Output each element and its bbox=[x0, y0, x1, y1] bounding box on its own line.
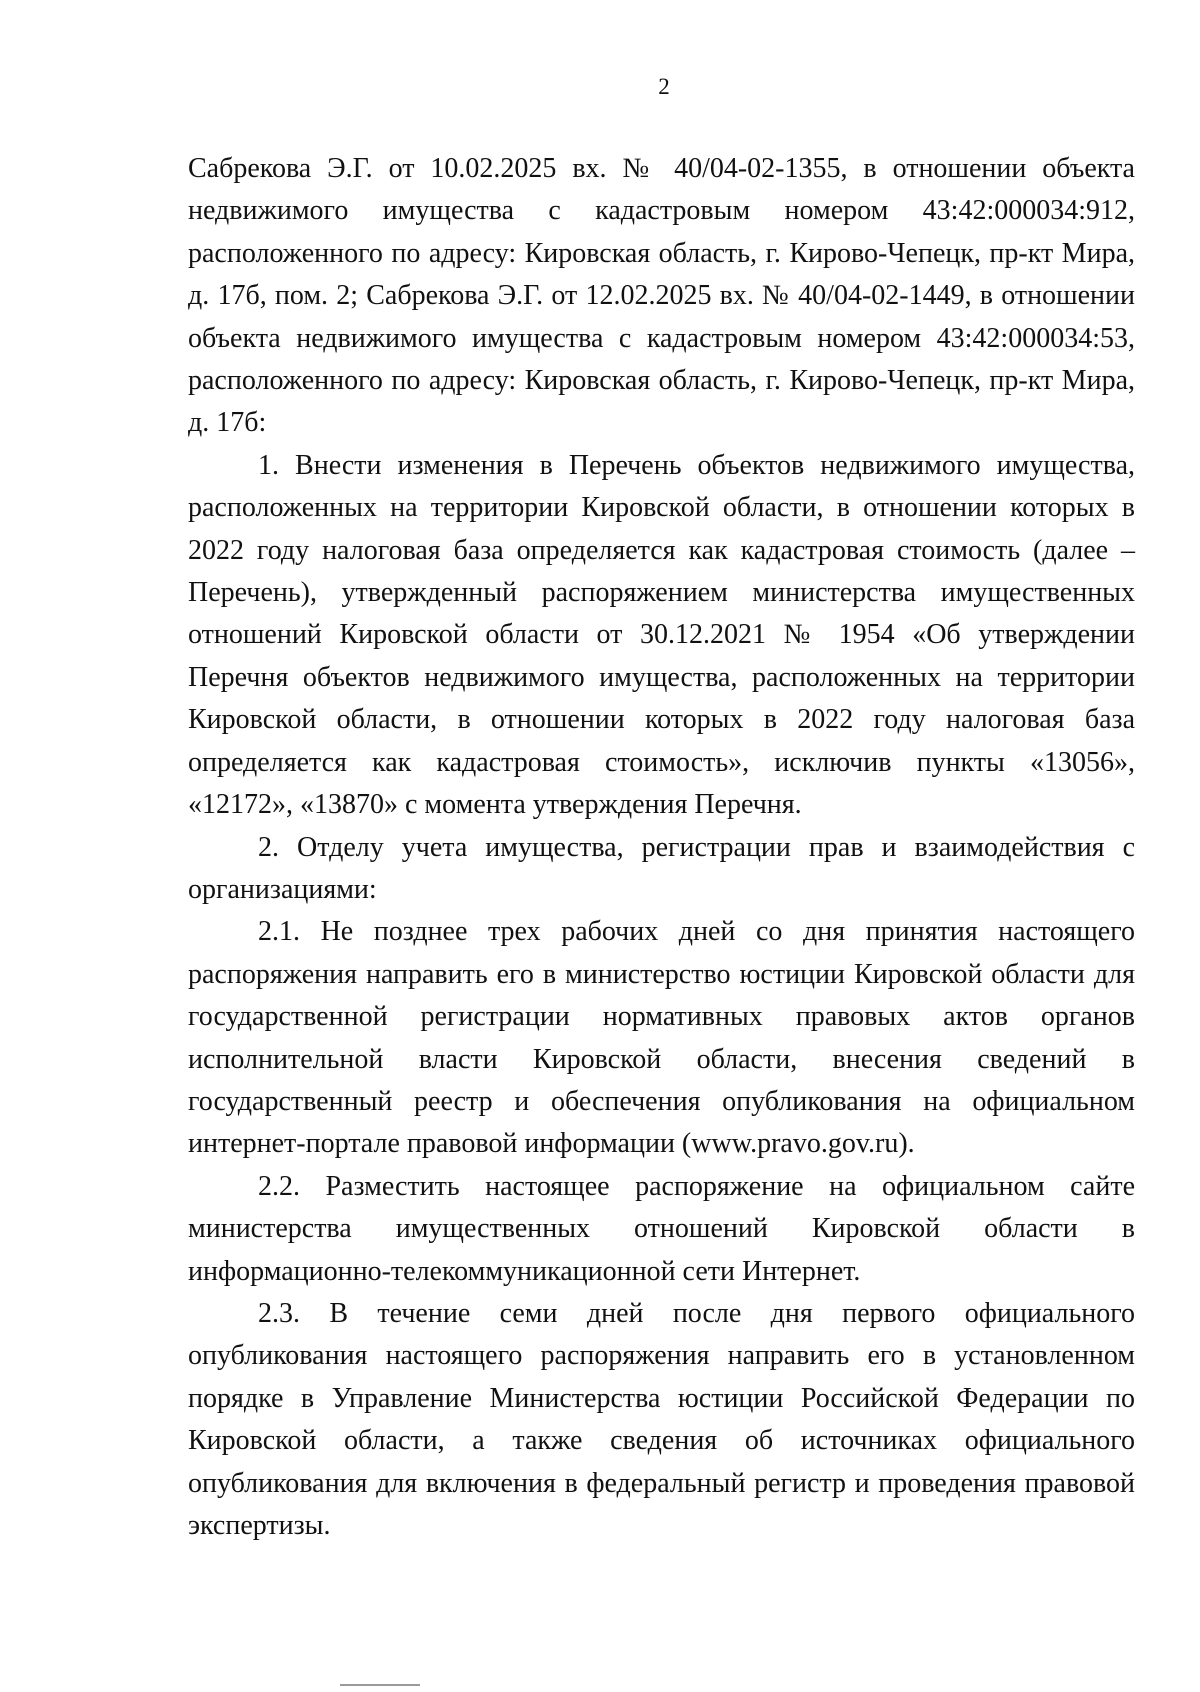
paragraph-continuation: Сабрекова Э.Г. от 10.02.2025 вх. № 40/04-02-1355, в отношении объекта недвижимого имущества с кадастровым номером 43:42:000034:912, расположенного по адресу: Кировская область, г. Кирово-Чепецк, пр-кт Мира, д. 17б, пом. 2; Сабрекова Э.Г. от 12.02.2025 вх. № 40/04-02-1449, в отношении объекта недвижимого имущества с кадастровым номером 43:42:000034:53, расположенного по адресу: Кировская область, г. Кирово-Чепецк, пр-кт Мира, д. 17б: bbox=[188, 153, 1135, 439]
paragraph-item-2: 2. Отделу учета имущества, регистрации прав и взаимодействия с организациями: bbox=[188, 831, 1135, 905]
document-body bbox=[188, 148, 1135, 1547]
paragraph-item-2-1: 2.1. Не позднее трех рабочих дней со дня принятия настоящего распоряжения направить его в министерство юстиции Кировской области для государственной регистрации нормативных правовых актов органов исполнительной власти Кировской области, внесения сведений в государственный реестр и обеспечения опубликования на официальном интернет-портале правовой информации (www.pravo.gov.ru). bbox=[188, 916, 1135, 1160]
paragraph-item-2-3: 2.3. В течение семи дней после дня первого официального опубликования настоящего распоряжения направить его в установленном порядке в Управление Министерства юстиции Российской Федерации по Кировской области, а также сведения об источниках официального опубликования для включения в федеральный регистр и проведения правовой экспертизы. bbox=[188, 1297, 1135, 1541]
page-number: 2 bbox=[658, 74, 670, 99]
paragraph-item-1: 1. Внести изменения в Перечень объектов недвижимого имущества, расположенных на территории Кировской области, в отношении которых в 2022 году налоговая база определяется как кадастровая стоимость (далее – Перечень), утвержденный распоряжением министерства имущественных отношений Кировской области от 30.12.2021 № 1954 «Об утверждении Перечня объектов недвижимого имущества, расположенных на территории Кировской области, в отношении которых в 2022 году налоговая база определяется как кадастровая стоимость», исключив пункты «13056», «12172», «13870» с момента утверждения Перечня. bbox=[188, 449, 1135, 821]
paragraph-item-2-2: 2.2. Разместить настоящее распоряжение на официальном сайте министерства имущественных отношений Кировской области в информационно-телекоммуникационной сети Интернет. bbox=[188, 1170, 1135, 1287]
scan-edge-mark bbox=[340, 1684, 420, 1686]
